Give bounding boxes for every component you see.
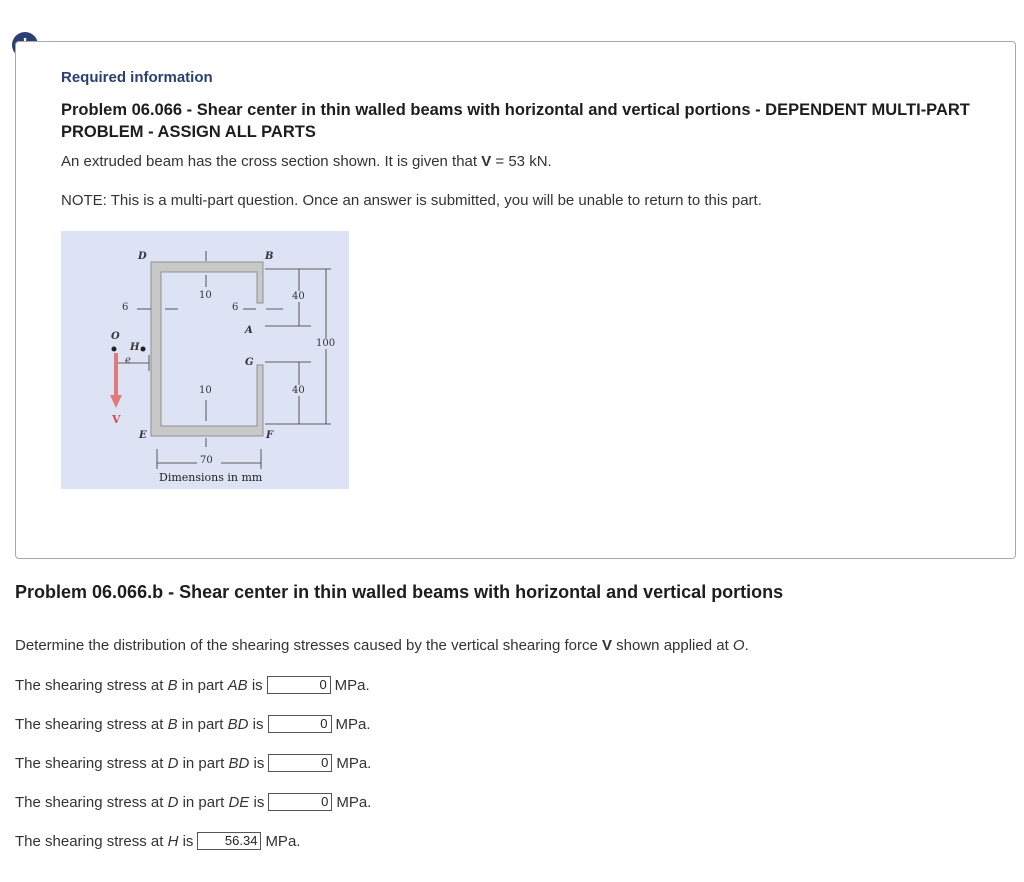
q-prefix: The shearing stress at [15, 832, 164, 850]
label-O: O [111, 331, 120, 342]
instr-mid: shown applied at [612, 637, 733, 654]
question-row [15, 715, 371, 733]
q-unit: MPa. [336, 754, 372, 772]
q-mid: in part [181, 715, 224, 733]
q-part: AB [227, 676, 248, 694]
dim-40-top: 40 [292, 291, 305, 302]
required-info-heading: Required information [61, 69, 213, 86]
dim-6-right: 6 [232, 302, 239, 313]
part-title: Problem 06.066.b - Shear center in thin walled beams with horizontal and vertical portions [15, 582, 784, 602]
q-unit: MPa. [334, 676, 370, 694]
answer-input[interactable]: 0 [268, 754, 332, 772]
beam-section [151, 262, 263, 436]
q-part: BD [228, 754, 250, 772]
note-text: NOTE: This is a multi-part question. Once an answer is submitted, you will be unable to return to this part. [61, 192, 762, 209]
label-A: A [245, 325, 253, 336]
question-row [15, 832, 300, 850]
label-V: V [112, 413, 121, 426]
instruction-text [15, 637, 749, 654]
q-part: DE [228, 793, 250, 811]
instr-var: V [601, 637, 612, 654]
q-mid: in part [181, 676, 224, 694]
q-part: BD [227, 715, 249, 733]
dim-6-left: 6 [122, 302, 129, 313]
q-unit: MPa. [336, 793, 372, 811]
instr-prefix: Determine the distribution of the shearing stresses caused by the vertical shearing force [15, 637, 602, 654]
q-suffix: is [253, 793, 265, 811]
q-point: B [167, 715, 178, 733]
instr-end: . [744, 637, 749, 654]
figure-caption: Dimensions in mm [159, 471, 263, 484]
dim-10-top: 10 [199, 290, 212, 301]
q-prefix: The shearing stress at [15, 715, 164, 733]
question-row [15, 754, 371, 772]
dim-70: 70 [200, 455, 213, 466]
given-prefix: An extruded beam has the cross section shown. It is given that [61, 153, 482, 170]
given-statement [61, 153, 552, 170]
problem-title: Problem 06.066 - Shear center in thin walled beams with horizontal and vertical portions - DEPENDENT MULTI-PART PROBLEM - ASSIGN ALL PARTS [61, 101, 970, 141]
q-point: H [167, 832, 179, 850]
answer-input[interactable]: 0 [268, 793, 332, 811]
q-prefix: The shearing stress at [15, 793, 164, 811]
q-prefix: The shearing stress at [15, 676, 164, 694]
answer-input[interactable]: 0 [268, 715, 332, 733]
q-mid: in part [182, 793, 225, 811]
dim-100: 100 [316, 338, 336, 349]
q-point: B [167, 676, 178, 694]
dim-10-bottom: 10 [199, 385, 212, 396]
label-F: F [266, 430, 274, 441]
cross-section-figure [61, 231, 349, 489]
label-B: B [265, 251, 274, 262]
q-mid: in part [182, 754, 225, 772]
label-E: E [139, 430, 147, 441]
q-prefix: The shearing stress at [15, 754, 164, 772]
q-unit: MPa. [265, 832, 301, 850]
answer-input[interactable]: 0 [267, 676, 331, 694]
q-suffix: is [251, 676, 263, 694]
q-suffix: is [182, 832, 194, 850]
label-D: D [138, 251, 147, 262]
question-row [15, 676, 370, 694]
label-H: H [130, 342, 140, 353]
q-point: D [167, 793, 179, 811]
q-unit: MPa. [335, 715, 371, 733]
question-row [15, 793, 371, 811]
q-suffix: is [253, 754, 265, 772]
dim-40-bottom: 40 [292, 385, 305, 396]
q-point: D [167, 754, 179, 772]
required-info-panel [15, 41, 1016, 559]
beam-diagram [61, 231, 349, 489]
q-suffix: is [252, 715, 264, 733]
label-e: e [125, 355, 131, 366]
label-G: G [245, 357, 254, 368]
given-suffix: = 53 kN. [491, 153, 552, 170]
answer-input[interactable]: 56.34 [197, 832, 261, 850]
given-var: V [481, 153, 492, 170]
instr-point: O [732, 637, 745, 654]
